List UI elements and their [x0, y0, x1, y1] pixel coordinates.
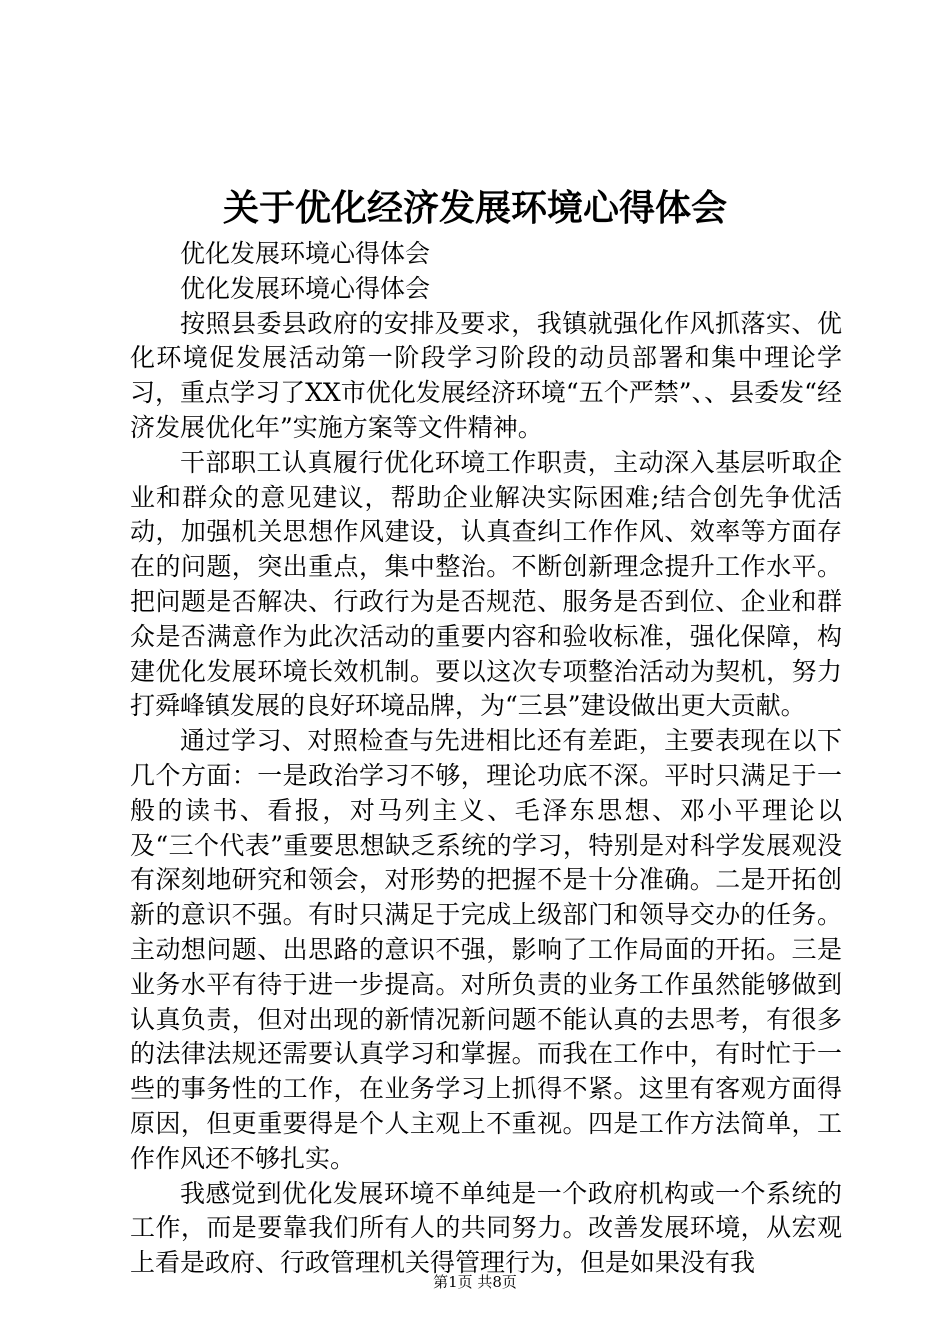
document-title: 关于优化经济发展环境心得体会 [222, 187, 727, 229]
paragraph: 按照县委县政府的安排及要求，我镇就强化作风抓落实、优化环境促发展活动第一阶段学习阶段的动员部署和集中理论学习，重点学习了XX市优化发展经济环境“五个严禁”、、县委发“经济发展优化年”实施方案等文件精神。 [130, 308, 842, 442]
paragraph: 通过学习、对照检查与先进相比还有差距，主要表现在以下几个方面：一是政治学习不够，理论功底不深。平时只满足于一般的读书、看报，对马列主义、毛泽东思想、邓小平理论以及“三个代表”重要思想缺乏系统的学习，特别是对科学发展观没有深刻地研究和领会，对形势的把握不是十分准确。二是开拓创新的意识不强。有时只满足于完成上级部门和领导交办的任务。主动想问题、出思路的意识不强，影响了工作局面的开拓。三是业务水平有待于进一步提高。对所负责的业务工作虽然能够做到认真负责，但对出现的新情况新问题不能认真的去思考，有很多的法律法规还需要认真学习和掌握。而我在工作中，有时忙于一些的事务性的工作，在业务学习上抓得不紧。这里有客观方面得原因，但更重要得是个人主观上不重视。四是工作方法简单，工作作风还不够扎实。 [130, 726, 842, 1173]
paragraph: 干部职工认真履行优化环境工作职责，主动深入基层听取企业和群众的意见建议，帮助企业解决实际困难;结合创先争优活动，加强机关思想作风建设，认真查纠工作作风、效率等方面存在的问题，突出重点，集中整治。不断创新理念提升工作水平。把问题是否解决、行政行为是否规范、服务是否到位、企业和群众是否满意作为此次活动的重要内容和验收标准，强化保障，构建优化发展环境长效机制。要以这次专项整治活动为契机，努力打舜峰镇发展的良好环境品牌，为“三县”建设做出更大贡献。 [130, 447, 842, 721]
paragraph: 优化发展环境心得体会 [180, 273, 431, 303]
paragraph: 优化发展环境心得体会 [180, 239, 431, 268]
document-body [130, 237, 842, 1281]
page-footer: 第1页 共8页 [433, 1273, 517, 1291]
paragraph: 我感觉到优化发展环境不单纯是一个政府机构或一个系统的工作，而是要靠我们所有人的共同努力。改善发展环境，从宏观上看是政府、行政管理机关得管理行为，但是如果没有我 [130, 1178, 842, 1278]
